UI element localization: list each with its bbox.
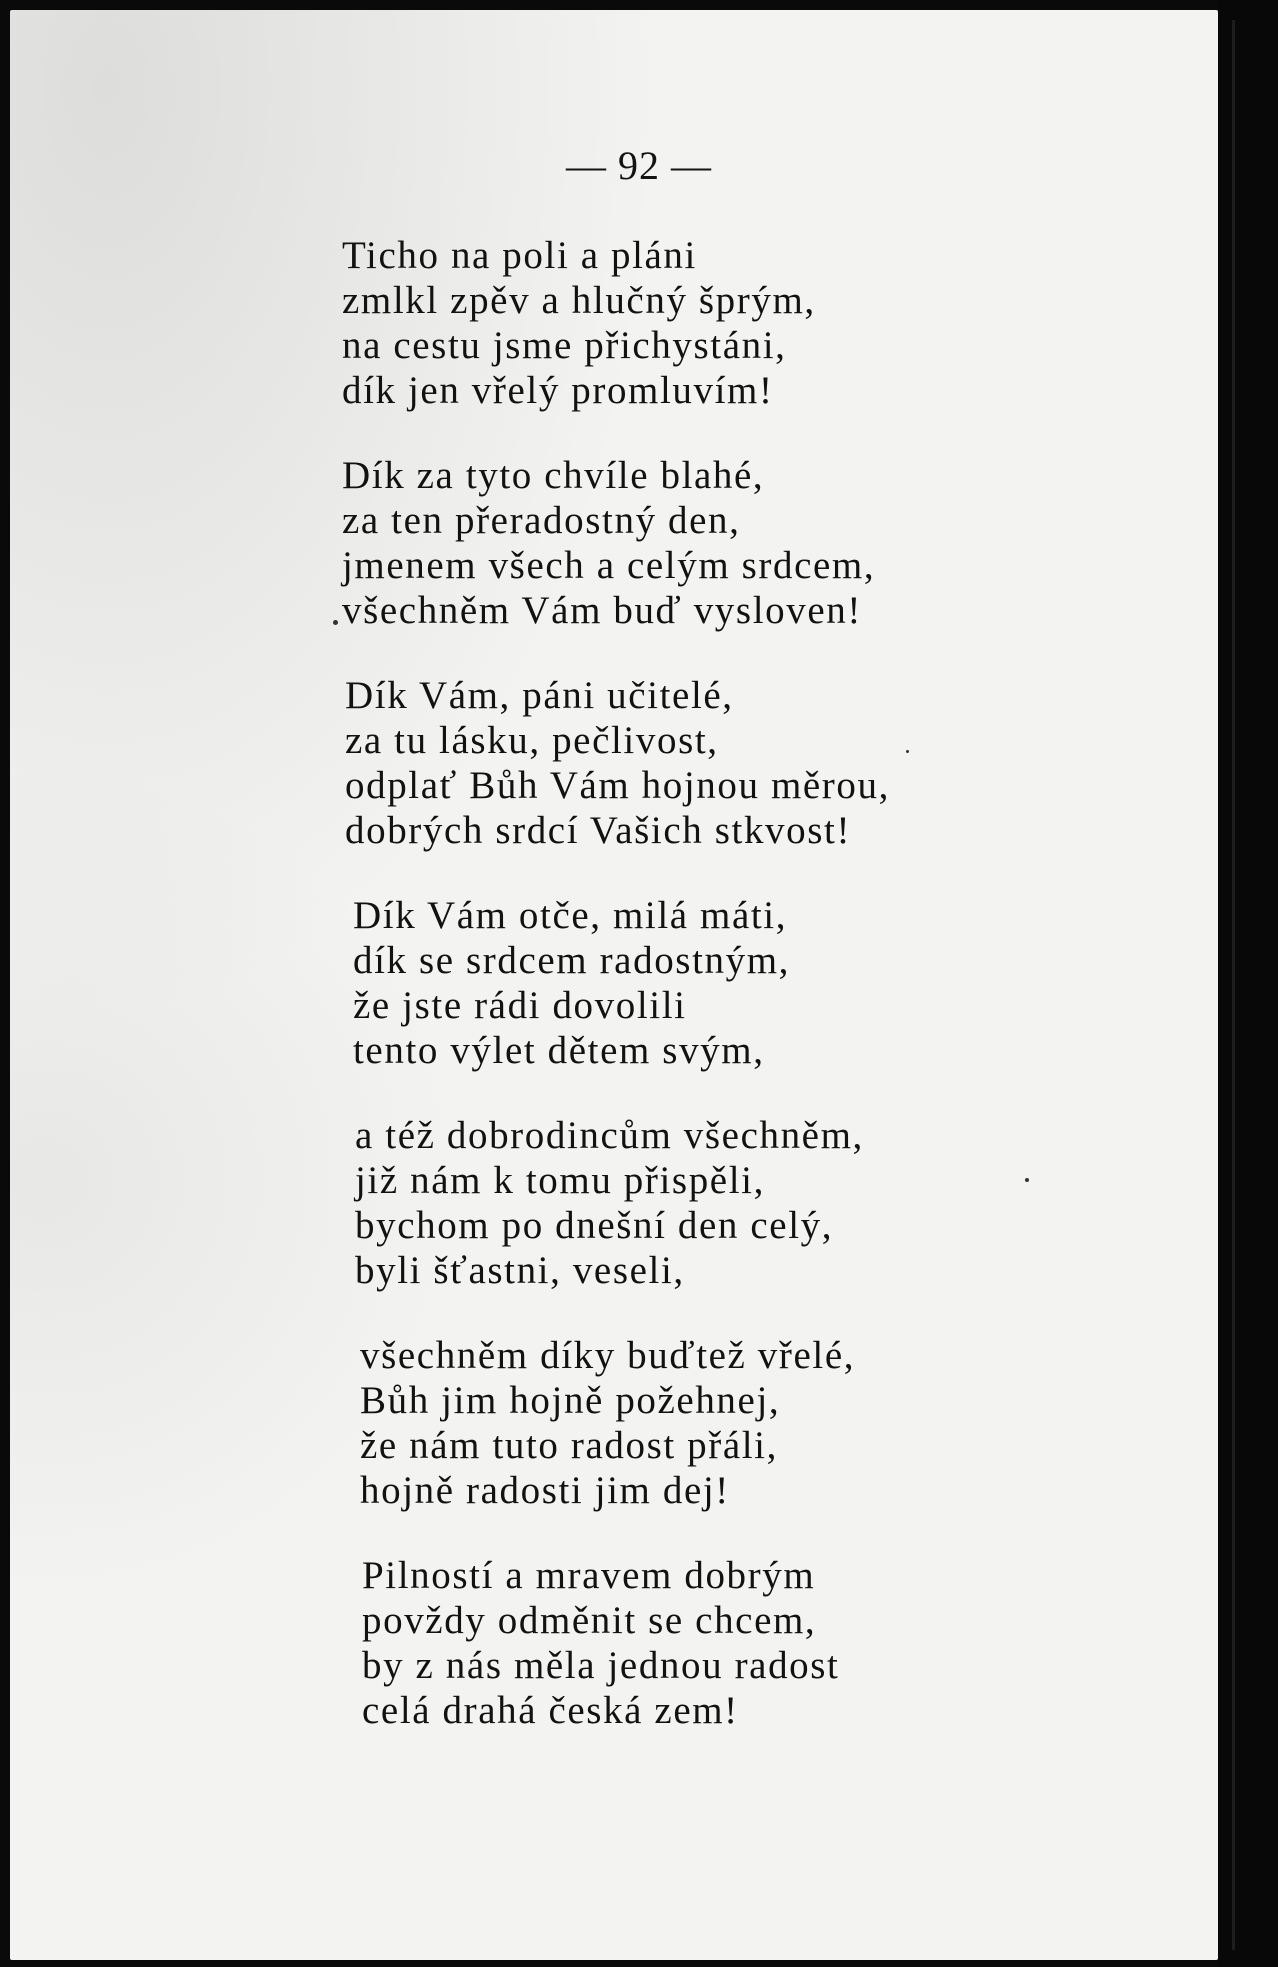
verse-line: za ten přeradostný den,	[342, 499, 741, 542]
verse-line: na cestu jsme přichystáni,	[342, 324, 787, 367]
verse-line: dík jen vřelý promluvím!	[342, 369, 774, 412]
print-speck	[333, 620, 338, 625]
verse-line: Dík Vám otče, milá máti,	[353, 894, 788, 937]
verse-line: již nám k tomu přispěli,	[355, 1159, 765, 1202]
poem	[342, 233, 890, 1773]
verse-line: všechněm Vám buď vysloven!	[342, 589, 862, 632]
verse-line: všechněm díky buďtež vřelé,	[360, 1334, 856, 1377]
page-gutter	[1218, 0, 1278, 1967]
verse-line: zmlkl zpěv a hlučný šprým,	[342, 279, 816, 322]
stanza	[345, 673, 890, 853]
stanza	[362, 1553, 890, 1733]
stanza	[353, 893, 890, 1073]
verse-line: Ticho na poli a pláni	[342, 234, 697, 277]
print-speck	[1025, 1178, 1029, 1182]
verse-line: že jste rádi dovolili	[353, 984, 687, 1027]
verse-line: celá drahá česká zem!	[362, 1689, 739, 1732]
verse-line: dobrých srdcí Vašich stkvost!	[345, 809, 852, 852]
verse-line: povždy odměnit se chcem,	[362, 1599, 817, 1642]
verse-line: dík se srdcem radostným,	[353, 939, 790, 982]
verse-line: a též dobrodincům všechněm,	[355, 1114, 864, 1157]
print-speck	[906, 750, 909, 753]
verse-line: tento výlet dětem svým,	[353, 1029, 765, 1072]
stanza	[355, 1113, 890, 1293]
verse-line: jmenem všech a celým srdcem,	[342, 544, 876, 587]
verse-line: hojně radosti jim dej!	[360, 1469, 730, 1512]
verse-line: bychom po dnešní den celý,	[355, 1204, 834, 1247]
verse-line: Dík za tyto chvíle blahé,	[342, 454, 765, 497]
gutter-edge	[1232, 20, 1235, 1950]
stanza	[360, 1333, 890, 1513]
verse-line: že nám tuto radost přáli,	[360, 1424, 778, 1467]
verse-line: by z nás měla jednou radost	[362, 1644, 840, 1687]
stanza	[342, 233, 890, 413]
verse-line: Bůh jim hojně požehnej,	[360, 1379, 781, 1422]
page-number: — 92 —	[566, 143, 712, 188]
verse-line: Dík Vám, páni učitelé,	[345, 674, 734, 717]
verse-line: byli šťastni, veseli,	[355, 1249, 685, 1292]
verse-line: odplať Bůh Vám hojnou měrou,	[345, 764, 890, 807]
verse-line: Pilností a mravem dobrým	[362, 1554, 816, 1597]
stanza	[342, 453, 890, 633]
verse-line: za tu lásku, pečlivost,	[345, 719, 719, 762]
